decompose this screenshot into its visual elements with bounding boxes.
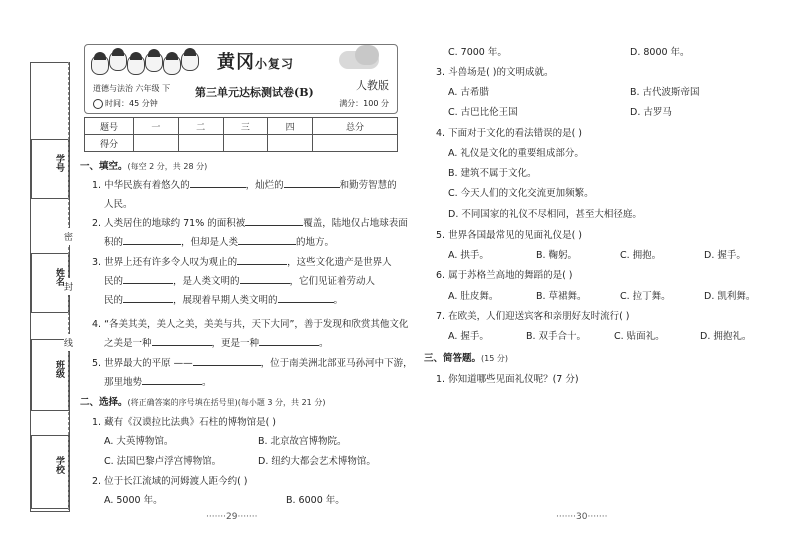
table-row: [85, 118, 398, 135]
choice-option[interactable]: B. 双手合十。: [526, 331, 587, 342]
exam-title: 第三单元达标测试卷(B): [195, 86, 314, 99]
exam-header: [84, 44, 398, 114]
table-cell: 题号: [85, 118, 134, 135]
brand-logo: 黄冈小复习: [217, 52, 295, 73]
fill-q5-cont: 那里地势 。: [104, 377, 212, 388]
section-3-title: 三、简答题。(15 分): [424, 353, 508, 364]
choice-q3: 3. 斗兽场是( )的文明成就。: [436, 67, 554, 78]
school-label: 学校: [54, 456, 64, 474]
school-box[interactable]: [31, 435, 69, 509]
choice-option[interactable]: D. 古罗马: [630, 107, 672, 118]
choice-q4: 4. 下面对于文化的看法错误的是( ): [436, 128, 583, 139]
fill-q1: 1. 中华民族有着悠久的 ，灿烂的 和勤劳智慧的: [92, 180, 397, 191]
class-label: 班级: [54, 360, 64, 378]
table-cell: 总分: [313, 118, 398, 135]
cloud-icon-2: [355, 45, 379, 65]
fill-q5: 5. 世界最大的平原 —— ，位于南美洲北部亚马孙河中下游，: [92, 358, 413, 369]
fill-q3-cont: 民的 ，是人类文明的 ，它们见证着劳动人: [104, 276, 376, 287]
choice-option[interactable]: D. 不同国家的礼仪不尽相同，甚至大相径庭。: [448, 209, 642, 220]
choice-option[interactable]: D. 凯利舞。: [704, 291, 756, 302]
fill-q4-cont: 之美是一种 ，更是一种 。: [104, 338, 329, 349]
student-id-label: 学号: [54, 154, 64, 172]
score-input-cell[interactable]: [268, 135, 313, 152]
answer-blank[interactable]: [123, 293, 173, 303]
name-label: 姓名: [54, 268, 64, 286]
score-input-cell[interactable]: [313, 135, 398, 152]
choice-option[interactable]: C. 贴面礼。: [614, 331, 665, 342]
short-answer-q1: 1. 你知道哪些见面礼仪呢？(7 分): [436, 374, 579, 385]
full-score-label: 满分：100 分: [339, 99, 389, 108]
clock-icon: [93, 99, 103, 109]
edition-label: 人教版: [356, 79, 389, 92]
choice-option[interactable]: A. 肚皮舞。: [448, 291, 499, 302]
page-number-right: ·······30·······: [556, 512, 608, 522]
choice-q5: 5. 世界各国最常见的见面礼仪是( ): [436, 230, 583, 241]
choice-option[interactable]: B. 草裙舞。: [536, 291, 587, 302]
answer-blank[interactable]: [278, 293, 334, 303]
answer-blank[interactable]: [152, 336, 212, 346]
section-1-title: 一、填空。(每空 2 分，共 28 分): [80, 161, 208, 172]
choice-option[interactable]: A. 握手。: [448, 331, 489, 342]
choice-option[interactable]: C. 法国巴黎卢浮宫博物馆。: [104, 456, 222, 467]
fill-q1-cont: 人民。: [104, 199, 133, 210]
score-table: [84, 117, 398, 152]
choice-option[interactable]: C. 拥抱。: [620, 250, 662, 261]
choice-option[interactable]: A. 大英博物馆。: [104, 436, 174, 447]
answer-blank[interactable]: [123, 235, 181, 245]
choice-option[interactable]: B. 鞠躬。: [536, 250, 578, 261]
table-cell: 得分: [85, 135, 134, 152]
choice-option[interactable]: D. 拥抱礼。: [700, 331, 752, 342]
choice-option[interactable]: D. 8000 年。: [630, 47, 690, 58]
answer-blank[interactable]: [123, 274, 173, 284]
choice-option[interactable]: A. 礼仪是文化的重要组成部分。: [448, 148, 584, 159]
answer-blank[interactable]: [240, 274, 290, 284]
section-2-title: 二、选择。(将正确答案的序号填在括号里)(每小题 3 分，共 21 分): [80, 397, 326, 408]
answer-blank[interactable]: [245, 216, 303, 226]
choice-q7: 7. 在欧美，人们迎送宾客和亲朋好友时流行( ): [436, 311, 630, 322]
student-id-box[interactable]: [31, 139, 69, 199]
choice-option[interactable]: C. 今天人们的文化交流更加频繁。: [448, 188, 594, 199]
choice-option[interactable]: B. 6000 年。: [286, 495, 345, 506]
choice-option[interactable]: D. 握手。: [704, 250, 746, 261]
page-number-left: ·······29·······: [206, 512, 258, 522]
choice-option[interactable]: C. 7000 年。: [448, 47, 507, 58]
fill-q4: 4. “各美其美，美人之美，美美与共，天下大同”，善于发现和欣赏其他文化: [92, 319, 409, 330]
choice-option[interactable]: C. 拉丁舞。: [620, 291, 671, 302]
table-cell: 四: [268, 118, 313, 135]
seal-mark-xian: 线: [64, 334, 73, 351]
seal-mark-feng: 封: [64, 278, 73, 295]
choice-option[interactable]: B. 建筑不属于文化。: [448, 168, 537, 179]
fill-q2-cont: 积的 ，但却是人类 的地方。: [104, 237, 335, 248]
fill-q3: 3. 世界上还有许多令人叹为观止的 ，这些文化遗产是世界人: [92, 257, 392, 268]
choice-option[interactable]: C. 古巴比伦王国: [448, 107, 518, 118]
choice-q2: 2. 位于长江流域的河姆渡人距今约( ): [92, 476, 248, 487]
answer-blank[interactable]: [259, 336, 319, 346]
answer-blank[interactable]: [237, 255, 287, 265]
choice-option[interactable]: A. 5000 年。: [104, 495, 163, 506]
subject-label: 道德与法治 六年级 下: [93, 84, 171, 93]
seal-mark-mi: 密: [64, 228, 73, 245]
choice-option[interactable]: B. 古代波斯帝国: [630, 87, 700, 98]
table-cell: 三: [223, 118, 268, 135]
answer-blank[interactable]: [142, 375, 202, 385]
answer-blank[interactable]: [190, 178, 246, 188]
choice-q1: 1. 藏有《汉谟拉比法典》石柱的博物馆是( ): [92, 417, 277, 428]
table-cell: 二: [178, 118, 223, 135]
time-label: 时间：45 分钟: [93, 98, 158, 109]
table-cell: 一: [134, 118, 179, 135]
fill-q3-cont-2: 民的 ，展现着早期人类文明的 。: [104, 295, 344, 306]
choice-option[interactable]: D. 纽约大都会艺术博物馆。: [258, 456, 376, 467]
answer-blank[interactable]: [238, 235, 296, 245]
cartoon-kids-icon: [91, 49, 203, 77]
answer-blank[interactable]: [284, 178, 340, 188]
answer-blank[interactable]: [193, 356, 261, 366]
fill-q2: 2. 人类居住的地球约 71% 的面积被 覆盖，陆地仅占地球表面: [92, 218, 408, 229]
choice-option[interactable]: B. 北京故宫博物院。: [258, 436, 347, 447]
choice-option[interactable]: A. 拱手。: [448, 250, 489, 261]
score-input-cell[interactable]: [178, 135, 223, 152]
choice-q6: 6. 属于苏格兰高地的舞蹈的是( ): [436, 270, 573, 281]
score-input-cell[interactable]: [223, 135, 268, 152]
choice-option[interactable]: A. 古希腊: [448, 87, 489, 98]
score-input-cell[interactable]: [134, 135, 179, 152]
table-row: [85, 135, 398, 152]
